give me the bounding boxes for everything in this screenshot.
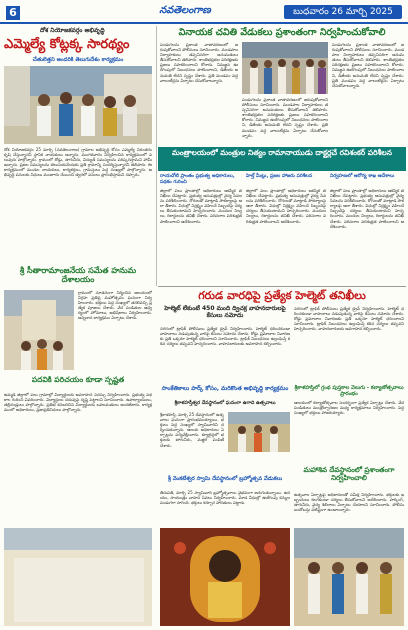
article-1-kicker: దోశ నియోజకవర్గం అభివృద్ధి <box>40 27 105 34</box>
article-7-headline: సాంకేతికాలు పార్క్ కోసం, మరికొంత అభివృద్ధి కార్యక్రమం <box>161 386 289 392</box>
article-8-body: తిరుపతి, మార్చి 25 స్వామివారి బ్రహ్మోత్సవాలు వైభవంగా జరుగుతున్నాయి. ఉదయం, సాయంత్రం వాహన సేవలు నిర్వహించారు. మాడ వీధుల్లో ఊరేగింపు కన్నుల పండుగగా సాగింది. భక్తులు కర్పూర హారతులు పట్టారు. <box>160 490 290 506</box>
article-4-body-left: పండుగలను ప్రశాంత వాతావరణంలో జరుపుకోవాలని పోలీసులు సూచించారు. మండపాల నిర్వాహకులు తప్పనిసరిగా అనుమతులు తీసుకోవాలని తెలిపారు. శాంతిభద్రతల పరిరక్షణకు ప్రజలు సహకరించాలని కోరారు. నిమజ్జన ఊరేగింపులో నిబంధనలు పాటించాలని, డీజేలకు అనుమతి లేదని స్పష్టం చేశారు. ప్రతి మండపం వద్ద వాలంటీర్లను ఏర్పాటు చేసుకోవాలన్నారు. <box>160 42 238 83</box>
article-5-col3-head: నిర్వహణలో ఆరోగ్య శాఖ ఆదేశాలు <box>330 174 395 179</box>
article-8-headline: శ్రీ వెంకటేశ్వర స్వామి దేవస్థానంలో బ్రహ్మోత్సవ వేడుకలు <box>167 476 283 482</box>
article-3-headline: పదవికి పరిచయం కూడా స్పష్టత <box>31 375 125 384</box>
article-2-headline: శ్రీ సీతారామాంజనేయ సమేత హనుమ దేశాలయం <box>19 266 137 285</box>
column-divider <box>156 26 157 286</box>
article-4-headline: వినాయక చవితి వేడుకలు ప్రశాంతంగా నిర్వహించుకోవాలి <box>178 27 386 38</box>
article-5-body-col1: జిల్లాలో పలు ప్రాంతాల్లో అధికారులు ఆకస్మిక తనిఖీలు చేపట్టారు. ప్రభుత్వ ఆసుపత్రుల్లో వైద్య సేవలను పరిశీలించారు. రోగులతో మాట్లాడి సౌకర్యాలపై ఆరా తీశారు. విధుల్లో నిర్లక్ష్యం వహించే సిబ్బందిపై చర్యలు తీసుకుంటామని హెచ్చరించారు. మందుల నిల్వలు, రికార్డులను తనిఖీ చేశారు. పరిసరాల పరిశుభ్రత పాటించాలని ఆదేశించారు. <box>160 188 242 224</box>
article-4-body-right: పండుగలను ప్రశాంత వాతావరణంలో జరుపుకోవాలని పోలీసులు సూచించారు. మండపాల నిర్వాహకులు తప్పనిసరిగా అనుమతులు తీసుకోవాలని తెలిపారు. శాంతిభద్రతల పరిరక్షణకు ప్రజలు సహకరించాలని కోరారు. నిమజ్జన ఊరేగింపులో నిబంధనలు పాటించాలని, డీజేలకు అనుమతి లేదని స్పష్టం చేశారు. ప్రతి మండపం వద్ద వాలంటీర్లను ఏర్పాటు చేసుకోవాలన్నారు. <box>332 42 404 88</box>
article-2-photo <box>4 290 74 370</box>
article-5-headline-band: మంత్రాలయంలో మంత్రుల నిత్యం రామానాయుడు దాక్టర్లచే రవిశంకర్ పరిశీలన <box>158 147 406 171</box>
article-2-body: గ్రామంలో నూతనంగా నిర్మించిన ఆలయంలో విగ్రహ ప్రతిష్ఠ మహోత్సవం ఘనంగా నిర్వహించారు. భక్తులు పెద్ద సంఖ్యలో తరలివచ్చి ప్రత్యేక పూజలు చేశారు. వేద పండితుల ఆధ్వర్యంలో హోమాలు, అభిషేకాలు నిర్వహించారు. అన్నదాన కార్యక్రమం ఏర్పాటు చేశారు. <box>78 290 152 321</box>
article-6-subhead: హెల్మెట్ లేకుంటే 450 మంది ద్విచక్ర వాహనదారులపై కేసులు నమోదు <box>164 305 286 319</box>
article-7-subhead: శ్రీకాళహస్తీశ్వర దేవస్థానంలో ఘనంగా ఉగాది ఉత్సవాలు <box>174 401 276 406</box>
article-5-body-col2: జిల్లాలో పలు ప్రాంతాల్లో అధికారులు ఆకస్మిక తనిఖీలు చేపట్టారు. ప్రభుత్వ ఆసుపత్రుల్లో వైద్య సేవలను పరిశీలించారు. రోగులతో మాట్లాడి సౌకర్యాలపై ఆరా తీశారు. విధుల్లో నిర్లక్ష్యం వహించే సిబ్బందిపై చర్యలు తీసుకుంటామని హెచ్చరించారు. మందుల నిల్వలు, రికార్డులను తనిఖీ చేశారు. పరిసరాల పరిశుభ్రత పాటించాలని ఆదేశించారు. <box>246 188 326 224</box>
date-label: బుధవారం 26 మార్చి 2025 <box>284 5 402 19</box>
article-6-body-left: నగరంలో ట్రాఫిక్ పోలీసులు ప్రత్యేక డ్రైవ్ నిర్వహించారు. హెల్మెట్ ధరించకుండా వాహనాలు నడుపుతున్న వారిపై కేసులు నమోదు చేశారు. రోడ్డు ప్రమాదాల నివారణకు ప్రతి ఒక్కరూ హెల్మెట్ ధరించాలని సూచించారు. ట్రాఫిక్ నిబంధనలు ఉల్లంఘిస్తే కఠిన చర్యలు తప్పవని హెచ్చరించారు. వాహనదారులకు అవగాహన కల్పించారు. <box>160 326 290 347</box>
article-3-body: ఉమ్మడి జిల్లాలో పలు గ్రామాల్లో విద్యార్థులకు అవగాహన సదస్సు నిర్వహించారు. ప్రభుత్వ పథకాల గురించి వివరించారు. విద్యార్థులు చదువుపై దృష్టి పెట్టాలని సూచించారు. ఉపాధ్యాయులు, తల్లిదండ్రులు పాల్గొన్నారు. ప్రతిభ కనబరిచిన విద్యార్థులకు బహుమతులు అందజేశారు. కార్యక్రమంలో అధికారులు, ప్రజాప్రతినిధులు పాల్గొన్నారు. <box>4 392 152 413</box>
article-1-subhead: చేతులెత్తని అందరికి తెలుగుదేశం కార్యక్రమం <box>32 57 124 63</box>
article-4-body-mid: పండుగలను ప్రశాంత వాతావరణంలో జరుపుకోవాలని పోలీసులు సూచించారు. మండపాల నిర్వాహకులు తప్పనిసరిగా అనుమతులు తీసుకోవాలని తెలిపారు. శాంతిభద్రతల పరిరక్షణకు ప్రజలు సహకరించాలని కోరారు. నిమజ్జన ఊరేగింపులో నిబంధనలు పాటించాలని, డీజేలకు అనుమతి లేదని స్పష్టం చేశారు. ప్రతి మండపం వద్ద వాలంటీర్లను ఏర్పాటు చేసుకోవాలన్నారు. <box>242 97 328 138</box>
paper-name: నవతెలంగాణ <box>159 5 211 16</box>
article-10-body: ఉత్సవాల ఏర్పాట్లపై అధికారులతో సమీక్ష నిర్వహించారు. భక్తులకు ఇబ్బందులు కలగకుండా చర్యలు తీసుకోవాలని ఆదేశించారు. పార్కింగ్, తాగునీరు, వైద్య శిబిరాలు ఏర్పాటు చేయాలని సూచించారు. పోలీసు బందోబస్తు పటిష్టంగా ఉండాలన్నారు. <box>294 492 404 513</box>
temple-photo <box>4 528 152 626</box>
article-7-body: శ్రీకాళహస్తి, మార్చి 25 దేవస్థానంలో ఉత్సవాలు ఘనంగా ప్రారంభమయ్యాయి. భక్తులు పెద్ద సంఖ్యలో స్వామివారిని దర్శించుకున్నారు. ఆలయ అధికారులు ఏర్పాట్లను పర్యవేక్షించారు. క్యూలైన్లలో భక్తులకు తాగునీరు, మజ్జిగ పంపిణీ చేశారు. <box>160 412 224 448</box>
deity-photo <box>160 528 290 626</box>
article-7-photo <box>228 412 290 452</box>
article-6-headline: గరుడ వారధిపై ప్రత్యేక హెల్మెట్ తనిఖీలు <box>198 289 366 302</box>
article-5-body-col3: జిల్లాలో పలు ప్రాంతాల్లో అధికారులు ఆకస్మిక తనిఖీలు చేపట్టారు. ప్రభుత్వ ఆసుపత్రుల్లో వైద్య సేవలను పరిశీలించారు. రోగులతో మాట్లాడి సౌకర్యాలపై ఆరా తీశారు. విధుల్లో నిర్లక్ష్యం వహించే సిబ్బందిపై చర్యలు తీసుకుంటామని హెచ్చరించారు. మందుల నిల్వలు, రికార్డులను తనిఖీ చేశారు. పరిసరాల పరిశుభ్రత పాటించాలని ఆదేశించారు. <box>330 188 404 229</box>
article-1-headline: ఎమ్మెల్యే కోట్లక్క సారథ్యం <box>4 37 130 52</box>
article-9-body: ఆలయంలో కల్యాణోత్సవాల సందర్భంగా ప్రత్యేక ఏర్పాట్లు చేశారు. వేద పండితులు మంత్రోచ్ఛారణల మధ్య కార్యక్రమాలు నిర్వహించారు. పెద్ద సంఖ్యలో భక్తులు హాజరయ్యారు. <box>294 400 404 416</box>
article-10-headline: మహాశివ దేవస్థానంలో ప్రశాంతంగా నిర్వహించాలి <box>303 466 395 483</box>
article-1-photo <box>4 66 152 144</box>
event-photo <box>294 528 404 626</box>
article-5-col2-head: హెల్త్ మీట్లు, ప్రజల హాజరు పరిశీలన <box>246 174 313 179</box>
article-1-body: దోశ నియోజకవర్గం 25 మార్చి (నవతెలంగాణ) గ్రామాల అభివృద్ధి కోసం ఎమ్మెల్యే నిరంతరం కృషి చేస్తున్నారని స్థానిక నాయకులు అన్నారు. మంగళవారం నిర్వహించిన కార్యక్రమంలో పలువురు పాల్గొన్నారు. గ్రామంలో రోడ్లు, తాగునీరు, విద్యుత్ సమస్యలను పరిష్కరిస్తామని హామీ ఇచ్చారు. ప్రజల సమస్యలను తెలుసుకునేందుకు ప్రతి గ్రామాన్ని సందర్శిస్తున్నారని తెలిపారు. ఈ కార్యక్రమంలో మండల నాయకులు, కార్యకర్తలు, గ్రామస్తులు పెద్ద సంఖ్యలో పాల్గొన్నారు. అభివృద్ధి పనులకు నిధులు మంజూరు చేయించి త్వరలో పనులు ప్రారంభిస్తామని చెప్పారు. <box>4 147 152 178</box>
article-4-photo <box>242 42 328 94</box>
section-divider <box>158 286 406 287</box>
article-6-body-right: నగరంలో ట్రాఫిక్ పోలీసులు ప్రత్యేక డ్రైవ్ నిర్వహించారు. హెల్మెట్ ధరించకుండా వాహనాలు నడుపుతున్న వారిపై కేసులు నమోదు చేశారు. రోడ్డు ప్రమాదాల నివారణకు ప్రతి ఒక్కరూ హెల్మెట్ ధరించాలని సూచించారు. ట్రాఫిక్ నిబంధనలు ఉల్లంఘిస్తే కఠిన చర్యలు తప్పవని హెచ్చరించారు. వాహనదారులకు అవగాహన కల్పించారు. <box>294 306 404 332</box>
header-rule <box>0 22 408 24</box>
article-9-headline: శ్రీకాళహస్తిలో గ్రంథ పుస్తకాల వెలుగు - కల్యాణోత్సవాలు ప్రారంభం <box>294 385 404 397</box>
page-number: 6 <box>6 6 20 20</box>
article-5-col1-head: రాయచోటి ప్రాంతం ప్రభుత్వ అధికారులు, పథకం గురించి <box>160 174 235 185</box>
